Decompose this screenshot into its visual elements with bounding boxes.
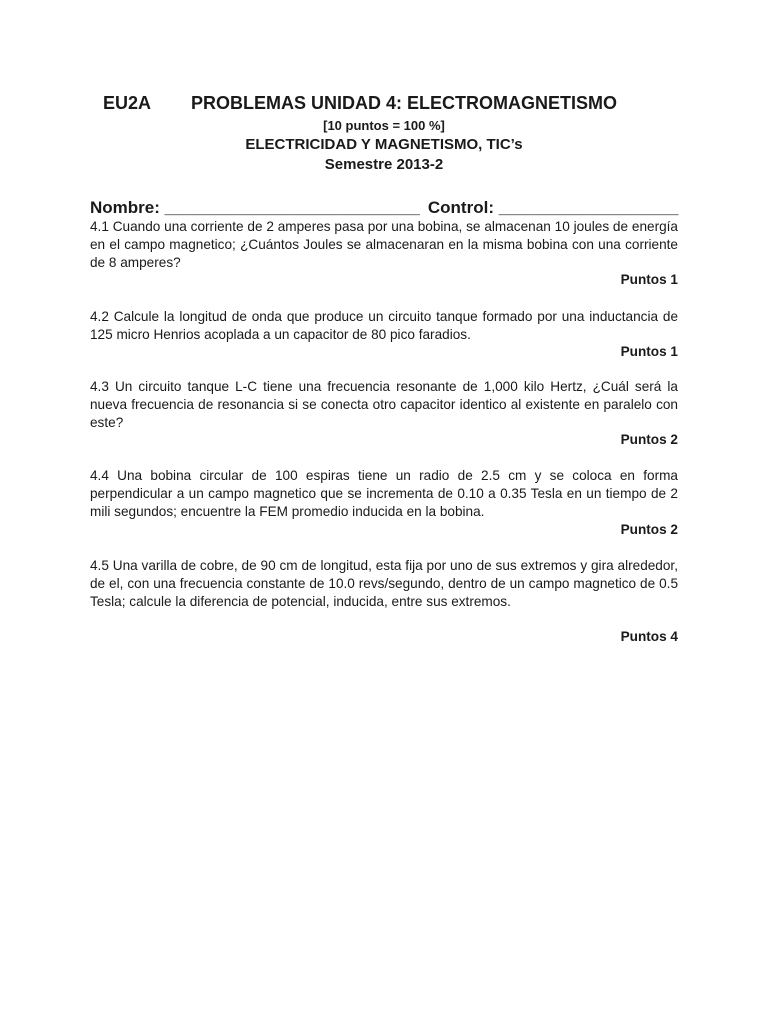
problem-points: Puntos 1 bbox=[620, 272, 678, 287]
problem-4-3 bbox=[90, 378, 678, 432]
problem-4-2 bbox=[90, 308, 678, 344]
problem-4-5 bbox=[90, 557, 678, 611]
problem-points: Puntos 4 bbox=[620, 629, 678, 644]
problem-4-1 bbox=[90, 218, 678, 272]
course-name: ELECTRICIDAD Y MAGNETISMO, TIC’s bbox=[245, 136, 523, 153]
problem-text: 4.4 Una bobina circular de 100 espiras tiene un radio de 2.5 cm y se coloca en forma perpendicular a un campo magnetico que se incrementa de 0.10 a 0.35 Tesla en un tiempo de 2 mili segundos; encuentre la FEM promedio inducida en la bobina. bbox=[90, 468, 678, 519]
document-header bbox=[0, 93, 768, 117]
problem-text: 4.3 Un circuito tanque L-C tiene una frecuencia resonante de 1,000 kilo Hertz, ¿Cuál será la nueva frecuencia de resonancia si se conecta otro capacitor identico al existente en paralelo con este? bbox=[90, 379, 678, 430]
problem-points: Puntos 2 bbox=[620, 522, 678, 537]
problem-text: 4.1 Cuando una corriente de 2 amperes pasa por una bobina, se almacenan 10 joules de energía en el campo magnetico; ¿Cuántos Joules se almacenaran en la misma bobina con una corriente de 8 amperes? bbox=[90, 219, 678, 270]
student-info-row bbox=[90, 198, 680, 218]
problem-points: Puntos 1 bbox=[620, 344, 678, 359]
name-field: Nombre: ___________________________ bbox=[90, 198, 420, 217]
grading-scale: [10 puntos = 100 %] bbox=[323, 118, 445, 133]
document-title: PROBLEMAS UNIDAD 4: ELECTROMAGNETISMO bbox=[191, 93, 618, 113]
problem-points: Puntos 2 bbox=[620, 432, 678, 447]
course-code: EU2A bbox=[103, 93, 152, 113]
semester: Semestre 2013-2 bbox=[324, 156, 444, 173]
problem-text: 4.2 Calcule la longitud de onda que produce un circuito tanque formado por una inductancia de 125 micro Henrios acoplada a un capacitor de 80 pico faradios. bbox=[90, 309, 678, 342]
problem-text: 4.5 Una varilla de cobre, de 90 cm de longitud, esta fija por uno de sus extremos y gira alrededor, de el, con una frecuencia constante de 10.0 revs/segundo, dentro de un campo magnetico de 0.5 Tesla; calcule la diferencia de potencial, inducida, entre sus extremos. bbox=[90, 558, 678, 609]
control-field: Control: ___________________ bbox=[427, 198, 679, 217]
problem-4-4 bbox=[90, 467, 678, 521]
